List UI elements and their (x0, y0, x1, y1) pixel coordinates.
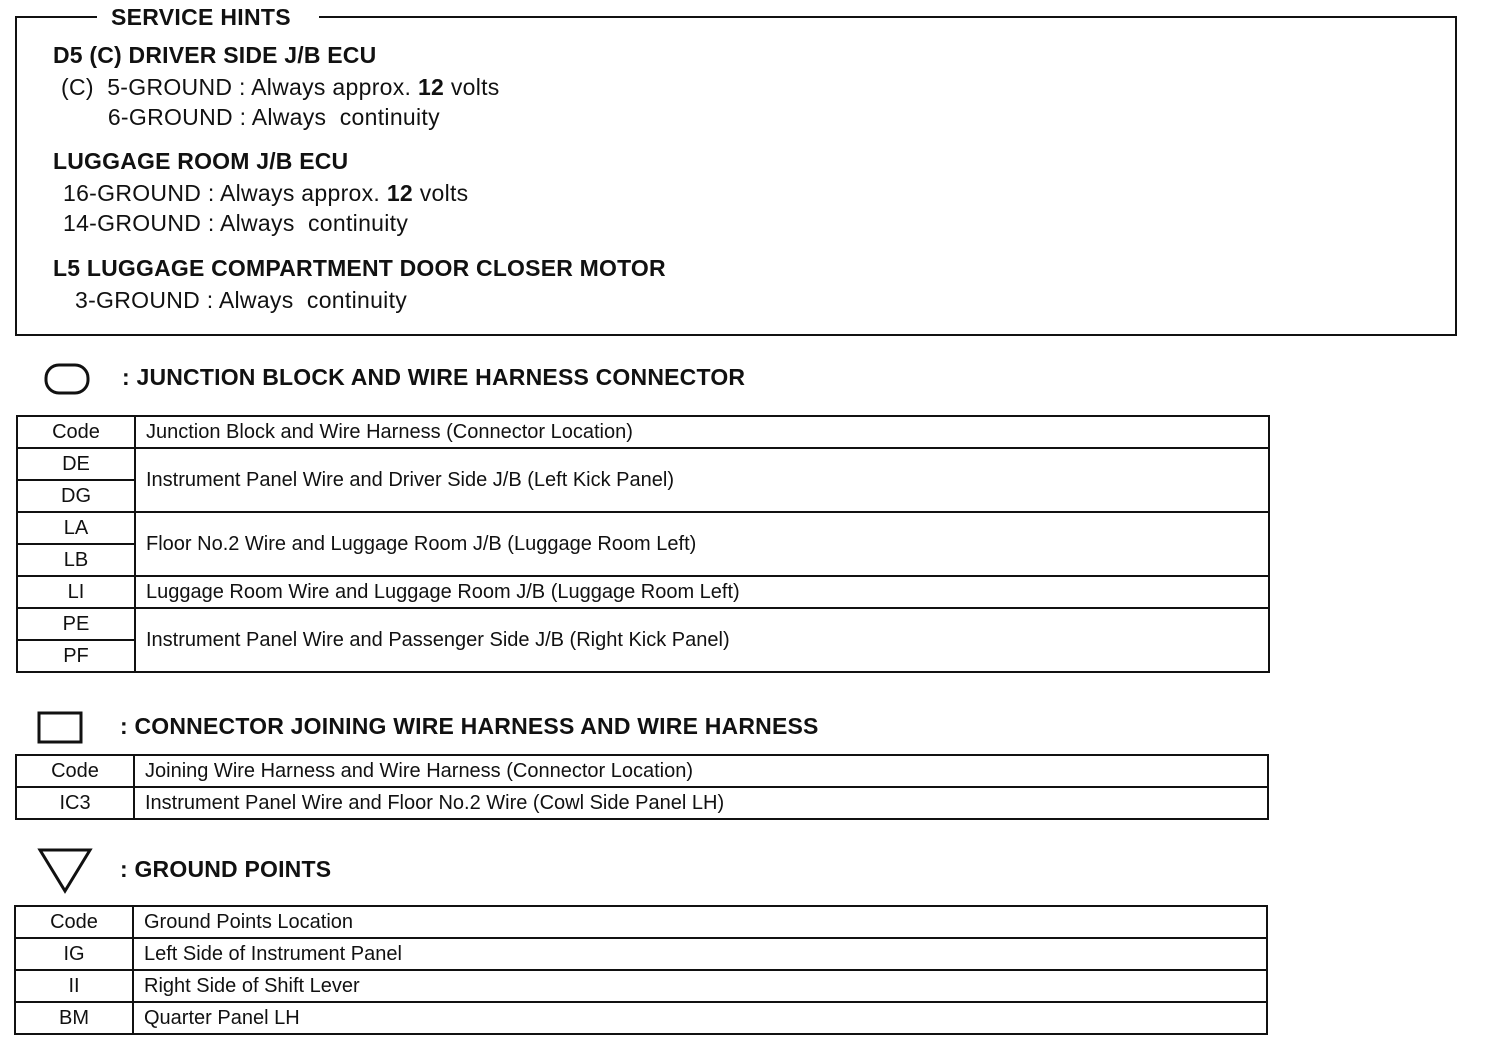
table-row (15, 1002, 1267, 1034)
code-header: Code (16, 755, 134, 787)
code-cell: BM (15, 1002, 133, 1034)
service-hints-title: SERVICE HINTS (97, 4, 319, 31)
hint-heading-door-closer-motor: L5 LUGGAGE COMPARTMENT DOOR CLOSER MOTOR (53, 255, 666, 281)
code-cell: LB (17, 544, 135, 576)
table-row (17, 576, 1269, 608)
code-cell: II (15, 970, 133, 1002)
ground-points-table (14, 905, 1268, 1035)
service-hints-box (15, 4, 1457, 336)
hint-line: 16-GROUND : Always approx. 12 volts (63, 180, 469, 206)
code-cell: PF (17, 640, 135, 672)
location-cell: Instrument Panel Wire and Floor No.2 Wire (Cowl Side Panel LH) (134, 787, 1268, 819)
location-cell: Instrument Panel Wire and Driver Side J/B (Left Kick Panel) (135, 448, 1269, 512)
hint-line: 6-GROUND : Always continuity (61, 104, 440, 130)
table-row (17, 512, 1269, 544)
connector-joining-table (15, 754, 1269, 820)
code-header: Code (15, 906, 133, 938)
table-row (15, 938, 1267, 970)
code-cell: LA (17, 512, 135, 544)
location-cell: Luggage Room Wire and Luggage Room J/B (Luggage Room Left) (135, 576, 1269, 608)
junction-block-title: : JUNCTION BLOCK AND WIRE HARNESS CONNECTOR (122, 364, 746, 390)
location-cell: Floor No.2 Wire and Luggage Room J/B (Luggage Room Left) (135, 512, 1269, 576)
ground-points-title: : GROUND POINTS (120, 856, 332, 882)
table-row (17, 448, 1269, 480)
table-header-row (15, 906, 1267, 938)
table-row (16, 787, 1268, 819)
code-cell: DE (17, 448, 135, 480)
location-header: Ground Points Location (133, 906, 1267, 938)
table-row (15, 970, 1267, 1002)
code-cell: IG (15, 938, 133, 970)
code-cell: LI (17, 576, 135, 608)
location-cell: Quarter Panel LH (133, 1002, 1267, 1034)
code-cell: PE (17, 608, 135, 640)
hint-line: (C) 5-GROUND : Always approx. 12 volts (61, 74, 500, 100)
hint-heading-driver-side-jb: D5 (C) DRIVER SIDE J/B ECU (53, 42, 377, 68)
connector-symbol-icon (36, 710, 86, 746)
location-header: Junction Block and Wire Harness (Connector Location) (135, 416, 1269, 448)
connector-joining-title: : CONNECTOR JOINING WIRE HARNESS AND WIRE HARNESS (120, 713, 819, 739)
junction-block-symbol-icon (44, 362, 92, 396)
hint-line: 14-GROUND : Always continuity (63, 210, 409, 236)
junction-block-table (16, 415, 1270, 673)
hint-heading-luggage-room-jb: LUGGAGE ROOM J/B ECU (53, 148, 349, 174)
table-header-row (16, 755, 1268, 787)
table-row (17, 608, 1269, 640)
location-header: Joining Wire Harness and Wire Harness (Connector Location) (134, 755, 1268, 787)
table-header-row (17, 416, 1269, 448)
code-header: Code (17, 416, 135, 448)
location-cell: Left Side of Instrument Panel (133, 938, 1267, 970)
location-cell: Right Side of Shift Lever (133, 970, 1267, 1002)
location-cell: Instrument Panel Wire and Passenger Side J/B (Right Kick Panel) (135, 608, 1269, 672)
code-cell: IC3 (16, 787, 134, 819)
code-cell: DG (17, 480, 135, 512)
hint-line: 3-GROUND : Always continuity (75, 287, 408, 313)
ground-point-triangle-icon (36, 846, 96, 896)
